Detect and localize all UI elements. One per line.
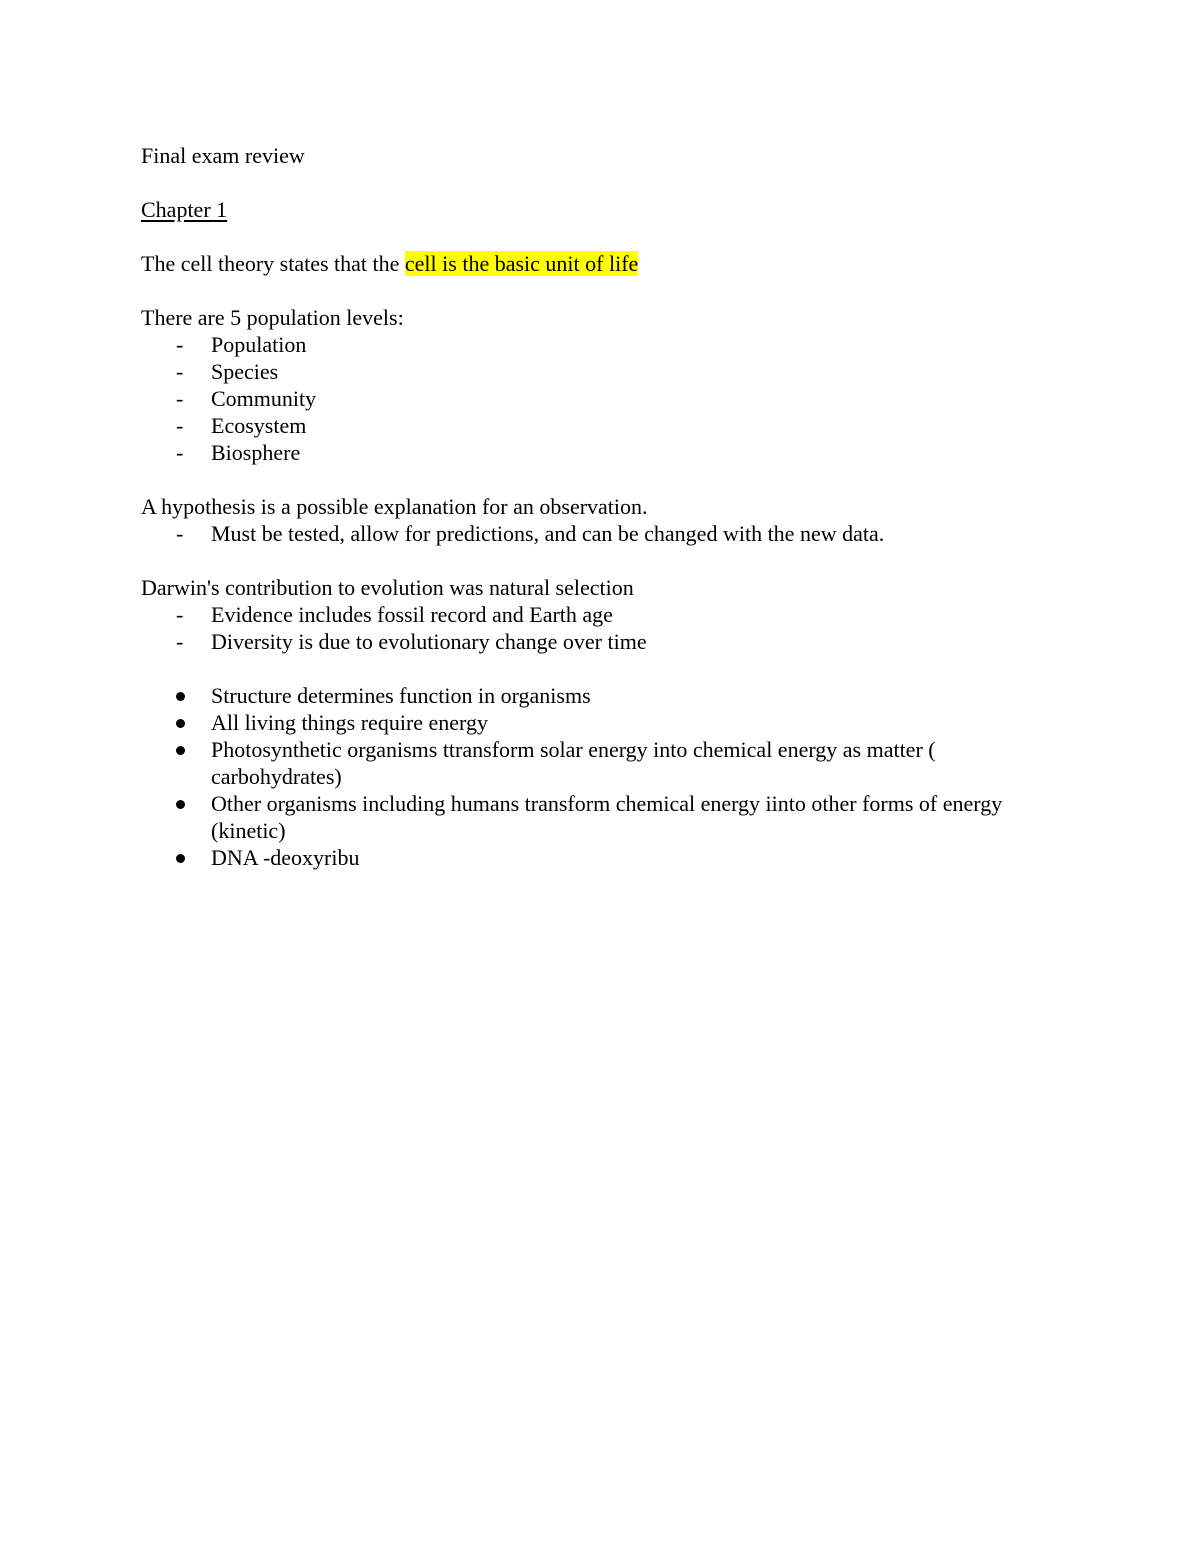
bullet-item	[141, 682, 1071, 709]
list-item-text: Species	[211, 359, 279, 384]
spacer	[141, 466, 1071, 493]
spacer	[141, 655, 1071, 682]
list-item	[141, 520, 1071, 547]
dash-marker: -	[176, 386, 184, 411]
spacer	[141, 277, 1071, 304]
dash-marker: -	[176, 602, 184, 627]
highlighted-text: cell is the basic unit of life	[404, 251, 639, 276]
hypothesis-list	[141, 520, 1071, 547]
population-levels-list	[141, 331, 1071, 466]
bullet-icon	[176, 692, 185, 701]
bullet-icon	[176, 719, 185, 728]
hypothesis-intro: A hypothesis is a possible explanation for an observation.	[141, 494, 648, 519]
spacer	[141, 547, 1071, 574]
list-item-text: Diversity is due to evolutionary change over time	[211, 629, 647, 654]
list-item-text: Biosphere	[211, 440, 301, 465]
list-item	[141, 385, 1071, 412]
list-item	[141, 628, 1071, 655]
spacer	[141, 169, 1071, 196]
list-item	[141, 358, 1071, 385]
bullet-text: Structure determines function in organisms	[211, 683, 591, 708]
bullet-text: DNA -deoxyribu	[211, 845, 360, 870]
bullet-item	[141, 709, 1071, 736]
darwin-intro: Darwin's contribution to evolution was natural selection	[141, 575, 634, 600]
dash-marker: -	[176, 332, 184, 357]
darwin-list	[141, 601, 1071, 655]
list-item	[141, 412, 1071, 439]
dash-marker: -	[176, 521, 184, 546]
bullet-item	[141, 736, 1071, 790]
list-item-text: Population	[211, 332, 307, 357]
bullet-icon	[176, 854, 185, 863]
spacer	[141, 223, 1071, 250]
document-title: Final exam review	[141, 143, 305, 168]
document-body	[141, 142, 1071, 871]
bullet-item	[141, 790, 1071, 844]
list-item-text: Community	[211, 386, 317, 411]
list-item	[141, 331, 1071, 358]
list-item-text: Must be tested, allow for predictions, and can be changed with the new data.	[211, 521, 885, 546]
bullet-text: Photosynthetic organisms ttransform solar energy into chemical energy as matter ( carbohydrates)	[211, 737, 936, 789]
population-intro: There are 5 population levels:	[141, 305, 404, 330]
dash-marker: -	[176, 629, 184, 654]
cell-theory-prefix: The cell theory states that the	[141, 251, 405, 276]
dash-marker: -	[176, 440, 184, 465]
dash-marker: -	[176, 359, 184, 384]
bullet-icon	[176, 746, 185, 755]
dash-marker: -	[176, 413, 184, 438]
list-item	[141, 601, 1071, 628]
cell-theory-line	[141, 250, 1071, 277]
bullet-item	[141, 844, 1071, 871]
chapter-heading: Chapter 1	[141, 197, 228, 222]
bullet-icon	[176, 800, 185, 809]
list-item	[141, 439, 1071, 466]
bullet-text: All living things require energy	[211, 710, 488, 735]
bullet-text: Other organisms including humans transform chemical energy iinto other forms of energy (kinetic)	[211, 791, 1003, 843]
bullet-list	[141, 682, 1071, 871]
list-item-text: Ecosystem	[211, 413, 307, 438]
list-item-text: Evidence includes fossil record and Earth age	[211, 602, 613, 627]
